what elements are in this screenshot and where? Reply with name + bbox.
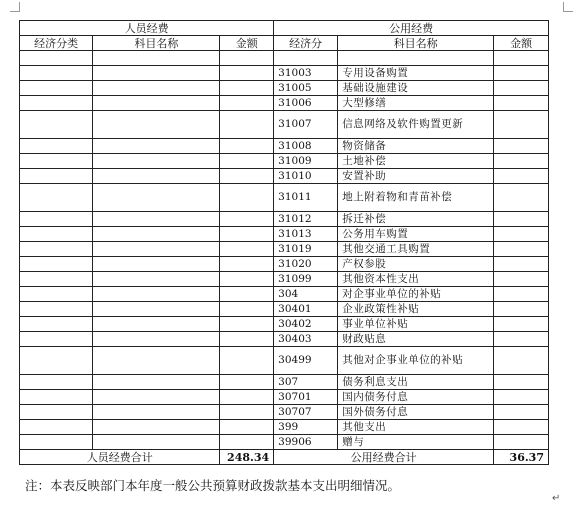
public-econ-code-cell: 30701 <box>274 390 338 405</box>
personnel-amount-cell <box>220 272 274 287</box>
personnel-econ-class-cell <box>20 242 93 257</box>
public-econ-code-cell: 31007 <box>274 111 338 139</box>
personnel-amount-cell <box>220 390 274 405</box>
public-econ-code-cell: 31019 <box>274 242 338 257</box>
table-column-header-row <box>20 36 549 51</box>
public-subject-cell: 对企事业单位的补贴 <box>338 287 494 302</box>
personnel-subject-cell <box>93 272 220 287</box>
personnel-subject-cell <box>93 332 220 347</box>
personnel-subject-cell <box>93 302 220 317</box>
public-subject-cell: 其他对企事业单位的补贴 <box>338 347 494 375</box>
public-econ-code-cell: 307 <box>274 375 338 390</box>
table-row <box>20 227 549 242</box>
personnel-subject-cell <box>93 242 220 257</box>
public-amount-cell <box>494 435 549 450</box>
personnel-subject-cell <box>93 51 220 66</box>
personnel-subject-header: 科目名称 <box>93 36 220 51</box>
table-row <box>20 420 549 435</box>
expenditure-detail-table <box>19 20 549 465</box>
totals-row <box>20 450 549 465</box>
personnel-subject-cell <box>93 317 220 332</box>
personnel-econ-class-cell <box>20 302 93 317</box>
personnel-total-label: 人员经费合计 <box>20 450 220 465</box>
public-amount-cell <box>494 332 549 347</box>
public-subject-cell: 安置补助 <box>338 169 494 184</box>
table-row <box>20 184 549 212</box>
personnel-amount-cell <box>220 287 274 302</box>
personnel-subject-cell <box>93 390 220 405</box>
personnel-econ-class-cell <box>20 435 93 450</box>
personnel-subject-cell <box>93 96 220 111</box>
table-row <box>20 287 549 302</box>
table-row <box>20 257 549 272</box>
public-econ-code-cell: 31006 <box>274 96 338 111</box>
personnel-amount-cell <box>220 257 274 272</box>
table-row <box>20 212 549 227</box>
public-econ-code-cell: 30401 <box>274 302 338 317</box>
public-amount-cell <box>494 212 549 227</box>
personnel-amount-cell <box>220 435 274 450</box>
public-econ-code-cell: 30403 <box>274 332 338 347</box>
public-econ-code-cell: 30402 <box>274 317 338 332</box>
personnel-amount-cell <box>220 302 274 317</box>
crop-mark-top-left <box>10 2 20 12</box>
public-subject-cell: 赠与 <box>338 435 494 450</box>
public-subject-cell: 其他交通工具购置 <box>338 242 494 257</box>
table-row <box>20 51 549 66</box>
personnel-subject-cell <box>93 139 220 154</box>
personnel-subject-cell <box>93 184 220 212</box>
table-row <box>20 302 549 317</box>
public-econ-code-cell: 31013 <box>274 227 338 242</box>
table-row <box>20 154 549 169</box>
personnel-amount-cell <box>220 347 274 375</box>
personnel-econ-class-cell <box>20 66 93 81</box>
public-amount-cell <box>494 242 549 257</box>
public-econ-code-cell: 30707 <box>274 405 338 420</box>
table-row <box>20 405 549 420</box>
table-body <box>20 51 549 450</box>
personnel-amount-cell <box>220 66 274 81</box>
public-econ-code-cell: 31020 <box>274 257 338 272</box>
personnel-econ-class-cell <box>20 51 93 66</box>
personnel-amount-cell <box>220 139 274 154</box>
personnel-amount-header: 金额 <box>220 36 274 51</box>
table-row <box>20 242 549 257</box>
personnel-amount-cell <box>220 332 274 347</box>
personnel-subject-cell <box>93 154 220 169</box>
personnel-econ-class-cell <box>20 287 93 302</box>
public-subject-cell: 地上附着物和青苗补偿 <box>338 184 494 212</box>
public-subject-cell: 事业单位补贴 <box>338 317 494 332</box>
personnel-subject-cell <box>93 81 220 96</box>
personnel-amount-cell <box>220 405 274 420</box>
public-amount-cell <box>494 375 549 390</box>
public-econ-code-cell: 31008 <box>274 139 338 154</box>
public-amount-cell <box>494 51 549 66</box>
personnel-total-amount: 248.34 <box>220 450 274 465</box>
personnel-subject-cell <box>93 212 220 227</box>
personnel-subject-cell <box>93 375 220 390</box>
public-total-amount: 36.37 <box>494 450 549 465</box>
personnel-amount-cell <box>220 184 274 212</box>
personnel-econ-class-cell <box>20 272 93 287</box>
public-subject-cell: 其他资本性支出 <box>338 272 494 287</box>
table-row <box>20 375 549 390</box>
public-amount-header: 金额 <box>494 36 549 51</box>
public-subject-cell: 基础设施建设 <box>338 81 494 96</box>
public-econ-code-cell: 31011 <box>274 184 338 212</box>
personnel-econ-class-header: 经济分类 <box>20 36 93 51</box>
public-econ-code-cell: 31099 <box>274 272 338 287</box>
public-amount-cell <box>494 390 549 405</box>
personnel-subject-cell <box>93 66 220 81</box>
table-footnote: 注：本表反映部门本年度一般公共预算财政拨款基本支出明细情况。 <box>25 478 401 493</box>
table-row <box>20 347 549 375</box>
public-amount-cell <box>494 154 549 169</box>
personnel-econ-class-cell <box>20 212 93 227</box>
public-amount-cell <box>494 405 549 420</box>
public-amount-cell <box>494 227 549 242</box>
public-subject-cell: 国内债务付息 <box>338 390 494 405</box>
public-amount-cell <box>494 287 549 302</box>
public-subject-cell: 大型修缮 <box>338 96 494 111</box>
public-econ-code-cell: 31010 <box>274 169 338 184</box>
personnel-amount-cell <box>220 212 274 227</box>
public-subject-cell: 企业政策性补贴 <box>338 302 494 317</box>
public-amount-cell <box>494 272 549 287</box>
personnel-subject-cell <box>93 405 220 420</box>
public-amount-cell <box>494 420 549 435</box>
personnel-econ-class-cell <box>20 81 93 96</box>
personnel-subject-cell <box>93 257 220 272</box>
personnel-subject-cell <box>93 227 220 242</box>
personnel-amount-cell <box>220 420 274 435</box>
personnel-econ-class-cell <box>20 405 93 420</box>
table-row <box>20 317 549 332</box>
table-row <box>20 111 549 139</box>
personnel-econ-class-cell <box>20 96 93 111</box>
table-row <box>20 139 549 154</box>
public-subject-cell <box>338 51 494 66</box>
table-row <box>20 96 549 111</box>
personnel-econ-class-cell <box>20 169 93 184</box>
personnel-econ-class-cell <box>20 111 93 139</box>
paragraph-mark: ↵ <box>552 493 561 504</box>
public-econ-code-cell: 31012 <box>274 212 338 227</box>
personnel-econ-class-cell <box>20 420 93 435</box>
public-econ-code-cell: 399 <box>274 420 338 435</box>
public-amount-cell <box>494 347 549 375</box>
public-econ-code-cell: 30499 <box>274 347 338 375</box>
personnel-econ-class-cell <box>20 257 93 272</box>
public-subject-cell: 信息网络及软件购置更新 <box>338 111 494 139</box>
table-row <box>20 66 549 81</box>
personnel-econ-class-cell <box>20 390 93 405</box>
personnel-amount-cell <box>220 242 274 257</box>
personnel-amount-cell <box>220 111 274 139</box>
public-amount-cell <box>494 169 549 184</box>
personnel-econ-class-cell <box>20 154 93 169</box>
personnel-econ-class-cell <box>20 184 93 212</box>
public-econ-code-cell: 304 <box>274 287 338 302</box>
personnel-amount-cell <box>220 169 274 184</box>
personnel-subject-cell <box>93 287 220 302</box>
public-amount-cell <box>494 257 549 272</box>
public-amount-cell <box>494 81 549 96</box>
personnel-group-header: 人员经费 <box>20 21 274 36</box>
table-row <box>20 435 549 450</box>
personnel-econ-class-cell <box>20 347 93 375</box>
personnel-amount-cell <box>220 51 274 66</box>
public-econ-code-cell: 31005 <box>274 81 338 96</box>
personnel-econ-class-cell <box>20 332 93 347</box>
public-subject-cell: 产权参股 <box>338 257 494 272</box>
public-subject-cell: 债务利息支出 <box>338 375 494 390</box>
public-amount-cell <box>494 302 549 317</box>
personnel-subject-cell <box>93 169 220 184</box>
personnel-econ-class-cell <box>20 227 93 242</box>
personnel-subject-cell <box>93 111 220 139</box>
personnel-amount-cell <box>220 154 274 169</box>
public-econ-code-cell: 39906 <box>274 435 338 450</box>
public-subject-cell: 物资储备 <box>338 139 494 154</box>
public-subject-cell: 拆迁补偿 <box>338 212 494 227</box>
public-amount-cell <box>494 139 549 154</box>
table-row <box>20 332 549 347</box>
table-group-header-row <box>20 21 549 36</box>
public-subject-cell: 土地补偿 <box>338 154 494 169</box>
table-row <box>20 272 549 287</box>
personnel-econ-class-cell <box>20 317 93 332</box>
personnel-amount-cell <box>220 317 274 332</box>
personnel-econ-class-cell <box>20 375 93 390</box>
public-subject-cell: 财政贴息 <box>338 332 494 347</box>
public-amount-cell <box>494 96 549 111</box>
public-econ-code-cell: 31009 <box>274 154 338 169</box>
personnel-amount-cell <box>220 81 274 96</box>
public-group-header: 公用经费 <box>274 21 549 36</box>
personnel-amount-cell <box>220 96 274 111</box>
personnel-amount-cell <box>220 375 274 390</box>
personnel-amount-cell <box>220 227 274 242</box>
public-amount-cell <box>494 317 549 332</box>
public-econ-class-header: 经济分 <box>274 36 338 51</box>
public-econ-code-cell: 31003 <box>274 66 338 81</box>
crop-mark-top-right <box>563 2 573 12</box>
table-row <box>20 81 549 96</box>
personnel-subject-cell <box>93 347 220 375</box>
public-subject-cell: 专用设备购置 <box>338 66 494 81</box>
public-subject-cell: 其他支出 <box>338 420 494 435</box>
public-subject-cell: 公务用车购置 <box>338 227 494 242</box>
public-amount-cell <box>494 66 549 81</box>
public-subject-header: 科目名称 <box>338 36 494 51</box>
public-total-label: 公用经费合计 <box>274 450 494 465</box>
public-subject-cell: 国外债务付息 <box>338 405 494 420</box>
public-econ-code-cell <box>274 51 338 66</box>
personnel-econ-class-cell <box>20 139 93 154</box>
public-amount-cell <box>494 111 549 139</box>
table-row <box>20 390 549 405</box>
personnel-subject-cell <box>93 420 220 435</box>
table-row <box>20 169 549 184</box>
public-amount-cell <box>494 184 549 212</box>
personnel-subject-cell <box>93 435 220 450</box>
